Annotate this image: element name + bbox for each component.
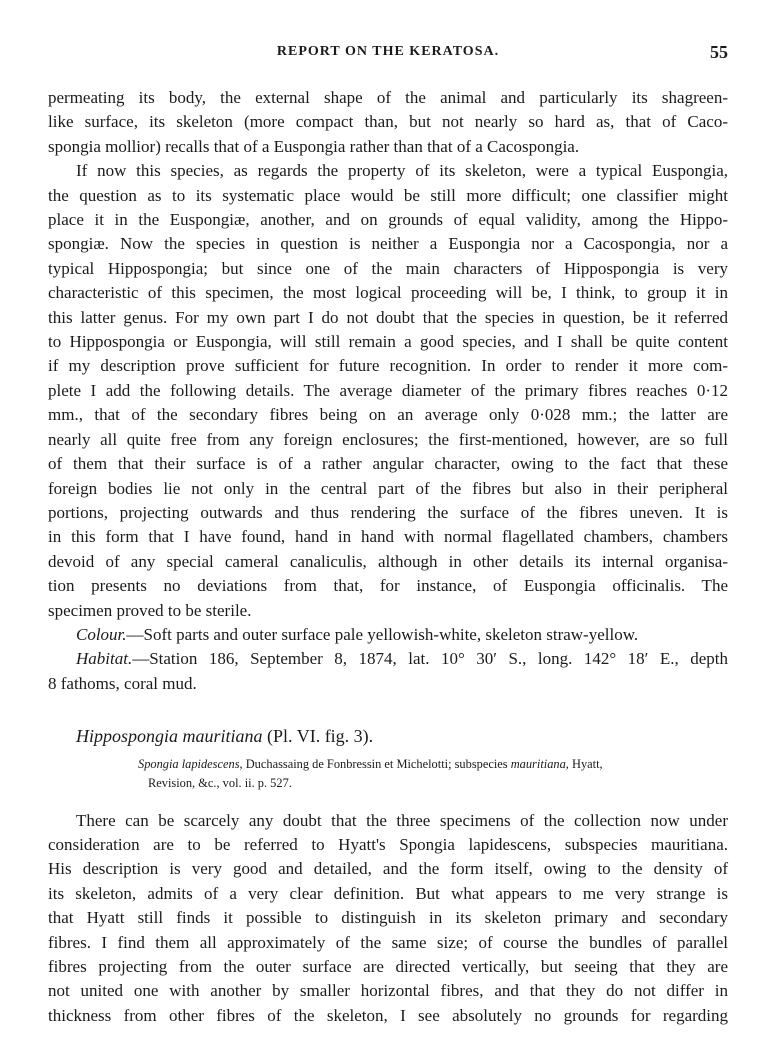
text-line: spongia mollior) recalls that of a Euspongia rather than that of a Cacospongia. bbox=[48, 136, 580, 156]
text-line: tion presents no deviations from that, for instance, of Euspongia officinalis. The bbox=[48, 576, 728, 596]
synonymy-block bbox=[48, 755, 728, 793]
text-line: its skeleton, admits of a very clear definition. But what appears to me very strange is bbox=[48, 883, 728, 903]
habitat-label: Habitat. bbox=[76, 649, 133, 669]
text-line: that Hyatt still finds it possible to distinguish in its skeleton primary and secondary bbox=[48, 908, 728, 928]
synonymy-line: Revision, &c., vol. ii. p. 527. bbox=[148, 775, 292, 790]
text-line: mm., that of the secondary fibres being on an average only 0·028 mm.; the latter are bbox=[48, 405, 728, 425]
text-line: thickness from other fibres of the skeleton, I see absolutely no grounds for regarding bbox=[48, 1005, 728, 1025]
synonymy-line bbox=[48, 755, 728, 774]
synonym-text: , Hyatt, bbox=[565, 756, 603, 771]
text-line: like surface, its skeleton (more compact than, but not nearly so hard as, that of Caco- bbox=[48, 112, 728, 132]
text-line: in this form that I have found, hand in hand with normal flagellated chambers, chambers bbox=[48, 527, 728, 547]
text-line: fibres projecting from the outer surface are directed vertically, but seeing that they are bbox=[48, 957, 728, 976]
page-body bbox=[48, 86, 728, 1028]
text-line: this latter genus. For my own part I do not doubt that the species in question, be it referred bbox=[48, 307, 728, 327]
plate-reference: (Pl. VI. fig. 3). bbox=[262, 726, 374, 747]
paragraph-hyatt bbox=[48, 809, 728, 1029]
paragraph-systematic-place bbox=[48, 159, 728, 623]
text-line: typical Hippospongia; but since one of the main characters of Hippospongia is very bbox=[48, 258, 728, 278]
text-line: permeating its body, the external shape of the animal and particularly its shagreen- bbox=[48, 88, 728, 107]
page-header bbox=[48, 44, 728, 66]
colour-entry bbox=[48, 623, 728, 647]
species-name: Hippospongia mauritiana bbox=[76, 726, 263, 747]
subspecies-name: mauritiana bbox=[510, 756, 566, 771]
habitat-text: —Station 186, September 8, 1874, lat. 10° 30′ S., long. 142° 18′ E., depth bbox=[132, 649, 728, 669]
text-line: 8 fathoms, coral mud. bbox=[48, 673, 197, 693]
page-number: 55 bbox=[710, 42, 728, 62]
text-line: His description is very good and detailed, and the form itself, owing to the density of bbox=[48, 859, 728, 879]
text-line: place it in the Euspongiæ, another, and on grounds of equal validity, among the Hippo- bbox=[48, 210, 728, 230]
text-line: devoid of any special cameral canaliculis, although in other details its internal organisa- bbox=[48, 551, 728, 571]
text-line: nearly all quite free from any foreign enclosures; the first-mentioned, however, are so full bbox=[48, 429, 728, 449]
species-heading bbox=[48, 724, 728, 748]
text-line: If now this species, as regards the property of its skeleton, were a typical Euspongia, bbox=[76, 161, 728, 181]
synonym-name: Spongia lapidescens bbox=[138, 756, 240, 771]
text-line: consideration are to be referred to Hyatt's Spongia lapidescens, subspecies mauritiana. bbox=[48, 834, 728, 854]
text-line: specimen proved to be sterile. bbox=[48, 600, 252, 620]
text-line: portions, projecting outwards and thus rendering the surface of the fibres uneven. It is bbox=[48, 502, 728, 522]
text-line: to Hippospongia or Euspongia, will still remain a good species, and I shall be quite content bbox=[48, 332, 728, 352]
text-line: There can be scarcely any doubt that the three specimens of the collection now under bbox=[76, 810, 728, 830]
text-line: plete I add the following details. The average diameter of the primary fibres reaches 0·12 bbox=[48, 380, 728, 400]
text-line: not united one with another by smaller horizontal fibres, and that they do not differ in bbox=[48, 981, 728, 1001]
habitat-entry bbox=[48, 647, 728, 696]
text-line bbox=[48, 623, 728, 647]
text-line: spongiæ. Now the species in question is neither a Euspongia nor a Cacospongia, nor a bbox=[48, 234, 728, 254]
colour-text: —Soft parts and outer surface pale yellowish-white, skeleton straw-yellow. bbox=[126, 624, 639, 644]
text-line: fibres. I find them all approximately of the same size; of course the bundles of parallel bbox=[48, 932, 728, 952]
text-line: if my description prove sufficient for future recognition. In order to render it more com- bbox=[48, 356, 728, 376]
text-line: foreign bodies lie not only in the central part of the fibres but also in their peripheral bbox=[48, 478, 728, 498]
text-line: characteristic of this specimen, the most logical proceeding will be, I think, to group it in bbox=[48, 283, 728, 303]
paragraph-continuation bbox=[48, 86, 728, 159]
text-line: of them that their surface is of a rather angular character, owing to the fact that these bbox=[48, 454, 728, 474]
text-line bbox=[48, 647, 728, 671]
text-line: the question as to its systematic place would be still more difficult; one classifier might bbox=[48, 185, 728, 205]
synonym-text: , Duchassaing de Fonbressin et Michelotti; subspecies bbox=[239, 756, 511, 771]
running-title: REPORT ON THE KERATOSA. bbox=[276, 44, 500, 59]
colour-label: Colour. bbox=[76, 624, 127, 644]
